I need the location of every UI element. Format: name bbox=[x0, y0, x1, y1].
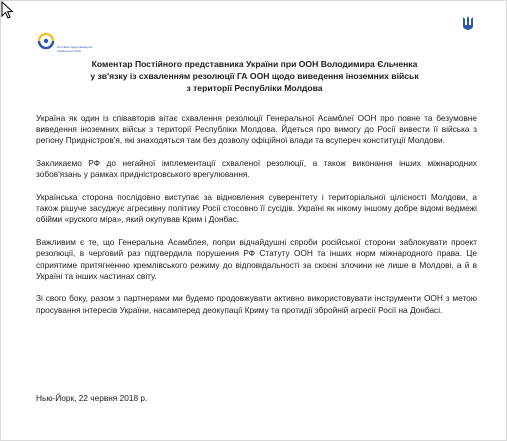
signature-place-date: Нью-Йорк, 22 червня 2018 р. bbox=[36, 393, 148, 403]
title-line-2: у зв'язку із схваленням резолюції ГА ООН щодо виведення іноземних військ bbox=[90, 71, 419, 81]
ukraine-trident-icon bbox=[462, 15, 474, 31]
paragraph-3: Українська сторона послідовно виступає за відновлення суверенітету і територіальної цілісності Молдови, а також рішуче засуджує агресивну політику Росії стосовно її сусідів. Україні як нікому іншому добре відомі ведмежі обійми «руского міра», який окупував Крим і Донбас. bbox=[36, 192, 477, 225]
mouse-pointer-icon bbox=[1, 1, 15, 19]
paragraph-1: Україна як один із співавторів вітає схвалення резолюції Генеральної Асамблеї ООН про повне та безумовне виведення іноземних військ з території Республіки Молдова. Йдеться про вимогу до Росії вивести її війська з регіону Придністров'я, які знаходяться там без дозволу офіційної влади та всупереч конституції Молдови. bbox=[36, 113, 477, 146]
document-body bbox=[36, 113, 477, 327]
document-title bbox=[21, 58, 488, 94]
paragraph-4: Важливим є те, що Генеральна Асамблея, попри відчайдушні спроби російської сторони заблокувати проект резолюції, в черговий раз підтвердила порушення РФ Статуту ООН та інших норм міжнародного права. Це сприятиме притягненню кремлівського режиму до відповідальності за скоєні злочини не лише в Молдові, а й в Україні та інших частинах світу. bbox=[36, 237, 477, 281]
paragraph-2: Закликаємо РФ до негайної імплементації схваленої резолюції, а також виконання інших міжнародних зобов'язань у рамках придністровського врегулювання. bbox=[36, 158, 477, 180]
un-mission-logo-icon bbox=[37, 29, 55, 51]
title-line-1: Коментар Постійного представника України при ООН Володимира Єльченка bbox=[91, 59, 418, 69]
title-line-3: з території Республіки Молдова bbox=[186, 83, 323, 93]
logo-text: Постійне представництво України при ООН bbox=[57, 45, 93, 53]
paragraph-5: Зі свого боку, разом з партнерами ми будемо продовжувати активно використовувати інструменти ООН з метою просування інтересів України, насамперед деокупації Криму та протидії збройній агресії Росії на Донбасі. bbox=[36, 293, 477, 315]
